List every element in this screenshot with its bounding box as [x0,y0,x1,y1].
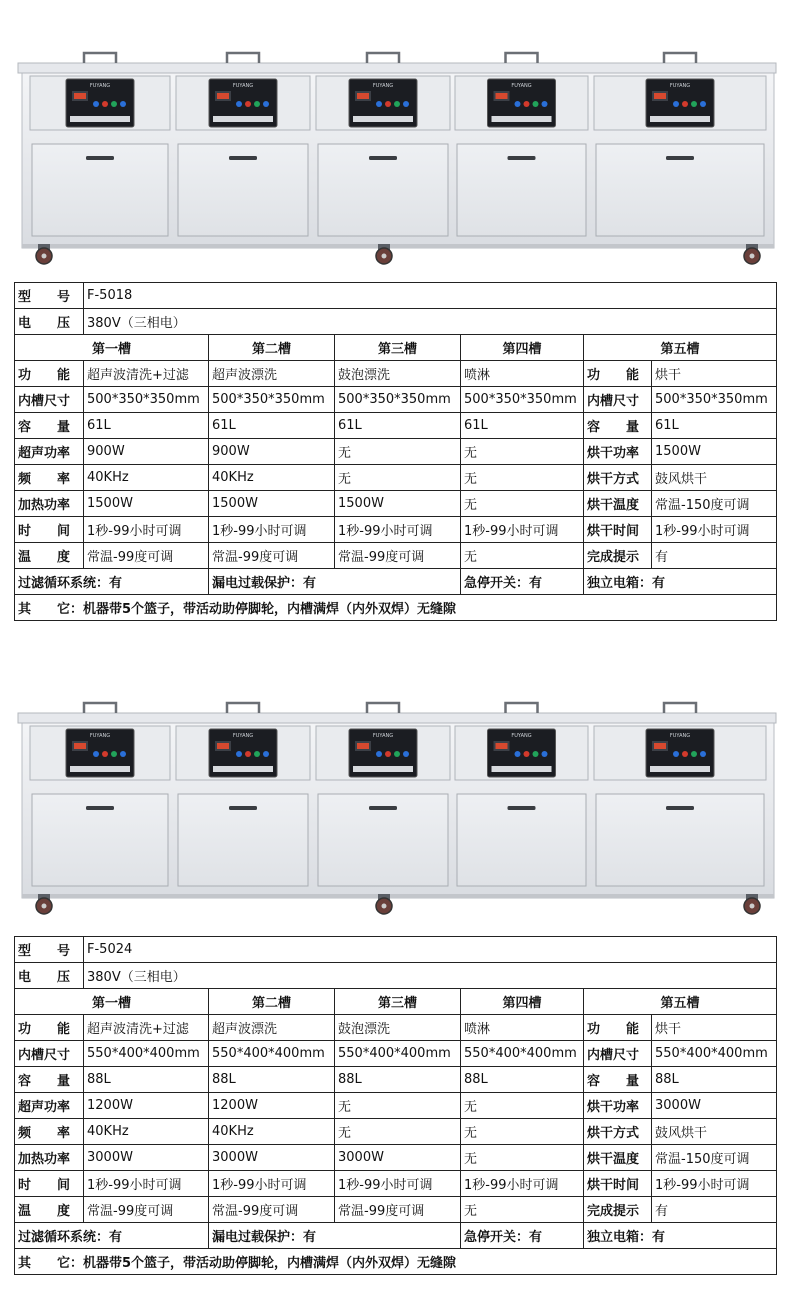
panel-brand-logo: FUYANG [372,733,394,739]
voltage-row [15,963,777,989]
panel-brand-logo: FUYANG [372,83,394,89]
machine-photo [0,650,790,930]
spec-value: 无 [461,543,584,569]
slot-header-row [15,335,777,361]
panel-brand-logo: FUYANG [669,83,691,89]
panel-button-icon [254,101,260,107]
spec-value: 500*350*350mm [84,387,209,413]
feature-item: 急停开关：有 [461,569,584,595]
spec-label: 功 能 [584,361,652,387]
spec-row [15,543,777,569]
spec-value: 3000W [84,1145,209,1171]
panel-button-icon [515,751,521,757]
slot-header: 第二槽 [209,989,335,1015]
spec-value: 有 [652,543,777,569]
panel-button-icon [394,751,400,757]
spec-label: 内槽尺寸 [584,1041,652,1067]
spec-value: 1秒-99小时可调 [652,517,777,543]
feature-item: 急停开关：有 [461,1223,584,1249]
spec-label: 温 度 [15,1197,84,1223]
spec-value: 鼓泡漂洗 [335,361,461,387]
spec-label: 功 能 [584,1015,652,1041]
panel-button-icon [102,751,108,757]
spec-value: 常温-99度可调 [209,543,335,569]
model-row [15,937,777,963]
panel-button-icon [245,751,251,757]
spec-table [14,282,777,621]
spec-label: 容 量 [15,413,84,439]
spec-value: 常温-99度可调 [209,1197,335,1223]
spec-value: 无 [335,465,461,491]
voltage-label: 电 压 [15,963,84,989]
spec-value: 常温-99度可调 [84,1197,209,1223]
slot-header-row [15,989,777,1015]
panel-brand-logo: FUYANG [232,733,254,739]
panel-button-icon [236,751,242,757]
model-label: 型 号 [15,283,84,309]
other-value: 机器带5个篮子，带活动助停脚轮，内槽满焊（内外双焊）无缝隙 [83,1256,457,1271]
panel-button-icon [385,751,391,757]
voltage-label: 电 压 [15,309,84,335]
panel-button-icon [120,101,126,107]
spec-value: 61L [335,413,461,439]
spec-label: 烘干温度 [584,1145,652,1171]
slot-header: 第四槽 [461,335,584,361]
panel-button-icon [700,101,706,107]
spec-value: 烘干 [652,1015,777,1041]
spec-row [15,361,777,387]
spec-value: 超声波清洗+过滤 [84,361,209,387]
spec-value: 500*350*350mm [335,387,461,413]
spec-value: 88L [461,1067,584,1093]
spec-value: 无 [461,491,584,517]
spec-value: 无 [335,1119,461,1145]
spec-value: 1秒-99小时可调 [461,517,584,543]
spec-value: 超声波漂洗 [209,361,335,387]
spec-value: 无 [461,1093,584,1119]
slot-header: 第四槽 [461,989,584,1015]
spec-value: 900W [209,439,335,465]
spec-value: 鼓风烘干 [652,465,777,491]
spec-value: 1秒-99小时可调 [335,517,461,543]
spec-row [15,1145,777,1171]
spec-value: 1500W [209,491,335,517]
panel-button-icon [93,751,99,757]
spec-value: 有 [652,1197,777,1223]
spec-value: 1秒-99小时可调 [461,1171,584,1197]
spec-label: 烘干功率 [584,1093,652,1119]
voltage-row [15,309,777,335]
panel-button-icon [111,751,117,757]
spec-label: 加热功率 [15,491,84,517]
panel-button-icon [236,101,242,107]
spec-value: 1500W [652,439,777,465]
spec-value: 常温-150度可调 [652,1145,777,1171]
spec-value: 常温-99度可调 [84,543,209,569]
spec-value: 鼓泡漂洗 [335,1015,461,1041]
panel-button-icon [102,101,108,107]
spec-value: 550*400*400mm [209,1041,335,1067]
spec-value: 61L [652,413,777,439]
slot-header: 第五槽 [584,335,777,361]
panel-button-icon [682,101,688,107]
spec-value: 3000W [335,1145,461,1171]
spec-label: 内槽尺寸 [15,1041,84,1067]
panel-brand-logo: FUYANG [89,83,111,89]
spec-value: 550*400*400mm [335,1041,461,1067]
feature-item: 漏电过载保护：有 [209,569,461,595]
spec-row [15,387,777,413]
panel-brand-logo: FUYANG [511,733,532,739]
panel-button-icon [385,101,391,107]
spec-value: 40KHz [209,1119,335,1145]
panel-button-icon [120,751,126,757]
slot-header: 第三槽 [335,989,461,1015]
other-label: 其 它： [18,1256,84,1271]
panel-button-icon [263,101,269,107]
panel-button-icon [403,751,409,757]
panel-button-icon [691,101,697,107]
panel-button-icon [524,101,530,107]
spec-row [15,439,777,465]
panel-brand-logo: FUYANG [232,83,254,89]
spec-value: 超声波漂洗 [209,1015,335,1041]
panel-button-icon [682,751,688,757]
spec-row [15,1093,777,1119]
panel-brand-logo: FUYANG [89,733,111,739]
spec-value: 超声波清洗+过滤 [84,1015,209,1041]
voltage-value: 380V（三相电） [84,963,777,989]
spec-value: 1秒-99小时可调 [209,517,335,543]
spec-value: 61L [209,413,335,439]
spec-value: 1秒-99小时可调 [335,1171,461,1197]
other-cell [15,1249,777,1275]
spec-value: 550*400*400mm [652,1041,777,1067]
panel-button-icon [111,101,117,107]
slot-header: 第一槽 [15,989,209,1015]
spec-value: 550*400*400mm [461,1041,584,1067]
other-cell [15,595,777,621]
spec-label: 容 量 [584,1067,652,1093]
slot-header: 第五槽 [584,989,777,1015]
spec-value: 1秒-99小时可调 [209,1171,335,1197]
spec-value: 1秒-99小时可调 [84,517,209,543]
spec-value: 40KHz [84,465,209,491]
spec-value: 鼓风烘干 [652,1119,777,1145]
spec-value: 61L [461,413,584,439]
panel-button-icon [524,751,530,757]
spec-label: 时 间 [15,1171,84,1197]
feature-item: 独立电箱：有 [584,1223,777,1249]
spec-value: 40KHz [209,465,335,491]
spec-label: 功 能 [15,361,84,387]
spec-label: 烘干温度 [584,491,652,517]
panel-button-icon [542,101,548,107]
panel-button-icon [533,751,539,757]
spec-value: 1秒-99小时可调 [84,1171,209,1197]
model-label: 型 号 [15,937,84,963]
spec-row [15,1197,777,1223]
spec-row [15,1067,777,1093]
spec-value: 88L [652,1067,777,1093]
feature-item: 独立电箱：有 [584,569,777,595]
panel-brand-logo: FUYANG [511,83,532,89]
panel-button-icon [394,101,400,107]
spec-value: 88L [335,1067,461,1093]
spec-label: 完成提示 [584,1197,652,1223]
other-row [15,595,777,621]
model-value: F-5024 [84,937,777,963]
spec-row [15,1041,777,1067]
slot-header: 第二槽 [209,335,335,361]
panel-button-icon [403,101,409,107]
spec-label: 频 率 [15,1119,84,1145]
spec-value: 900W [84,439,209,465]
panel-button-icon [515,101,521,107]
spec-value: 1秒-99小时可调 [652,1171,777,1197]
spec-value: 无 [461,465,584,491]
panel-button-icon [93,101,99,107]
spec-label: 频 率 [15,465,84,491]
spec-value: 1200W [209,1093,335,1119]
spec-row [15,1015,777,1041]
spec-label: 容 量 [584,413,652,439]
spec-label: 容 量 [15,1067,84,1093]
spec-value: 88L [209,1067,335,1093]
spec-row [15,1171,777,1197]
panel-button-icon [542,751,548,757]
panel-button-icon [376,751,382,757]
panel-brand-logo: FUYANG [669,733,691,739]
other-label: 其 它： [18,602,84,617]
spec-label: 时 间 [15,517,84,543]
spec-value: 常温-150度可调 [652,491,777,517]
spec-label: 温 度 [15,543,84,569]
spec-label: 功 能 [15,1015,84,1041]
spec-value: 500*350*350mm [209,387,335,413]
spec-label: 完成提示 [584,543,652,569]
spec-table [14,936,777,1275]
spec-value: 500*350*350mm [652,387,777,413]
spec-label: 内槽尺寸 [15,387,84,413]
spec-label: 烘干方式 [584,1119,652,1145]
spec-label: 超声功率 [15,439,84,465]
machine-photo [0,0,790,280]
spec-value: 无 [335,439,461,465]
spec-value: 500*350*350mm [461,387,584,413]
voltage-value: 380V（三相电） [84,309,777,335]
panel-button-icon [254,751,260,757]
model-value: F-5018 [84,283,777,309]
spec-label: 内槽尺寸 [584,387,652,413]
spec-value: 3000W [209,1145,335,1171]
panel-button-icon [673,751,679,757]
spec-value: 无 [461,1197,584,1223]
other-row [15,1249,777,1275]
spec-value: 1500W [84,491,209,517]
spec-row [15,413,777,439]
spec-row [15,1119,777,1145]
feature-item: 过滤循环系统：有 [15,569,209,595]
spec-value: 常温-99度可调 [335,543,461,569]
spec-label: 烘干时间 [584,517,652,543]
spec-value: 40KHz [84,1119,209,1145]
model-row [15,283,777,309]
spec-label: 烘干功率 [584,439,652,465]
panel-button-icon [263,751,269,757]
spec-value: 1500W [335,491,461,517]
spec-label: 烘干方式 [584,465,652,491]
slot-header: 第一槽 [15,335,209,361]
spec-value: 烘干 [652,361,777,387]
spec-value: 常温-99度可调 [335,1197,461,1223]
panel-button-icon [245,101,251,107]
spec-row [15,465,777,491]
feature-item: 过滤循环系统：有 [15,1223,209,1249]
spec-value: 无 [335,1093,461,1119]
slot-header: 第三槽 [335,335,461,361]
other-value: 机器带5个篮子，带活动助停脚轮，内槽满焊（内外双焊）无缝隙 [83,602,457,617]
spec-label: 烘干时间 [584,1171,652,1197]
spec-label: 加热功率 [15,1145,84,1171]
panel-button-icon [700,751,706,757]
spec-value: 无 [461,439,584,465]
spec-value: 550*400*400mm [84,1041,209,1067]
spec-label: 超声功率 [15,1093,84,1119]
spec-value: 喷淋 [461,1015,584,1041]
feature-item: 漏电过载保护：有 [209,1223,461,1249]
features-row [15,569,777,595]
panel-button-icon [376,101,382,107]
spec-value: 3000W [652,1093,777,1119]
spec-value: 无 [461,1145,584,1171]
spec-row [15,491,777,517]
spec-row [15,517,777,543]
spec-value: 61L [84,413,209,439]
spec-value: 无 [461,1119,584,1145]
spec-value: 喷淋 [461,361,584,387]
spec-value: 1200W [84,1093,209,1119]
spec-value: 88L [84,1067,209,1093]
panel-button-icon [673,101,679,107]
panel-button-icon [533,101,539,107]
panel-button-icon [691,751,697,757]
features-row [15,1223,777,1249]
